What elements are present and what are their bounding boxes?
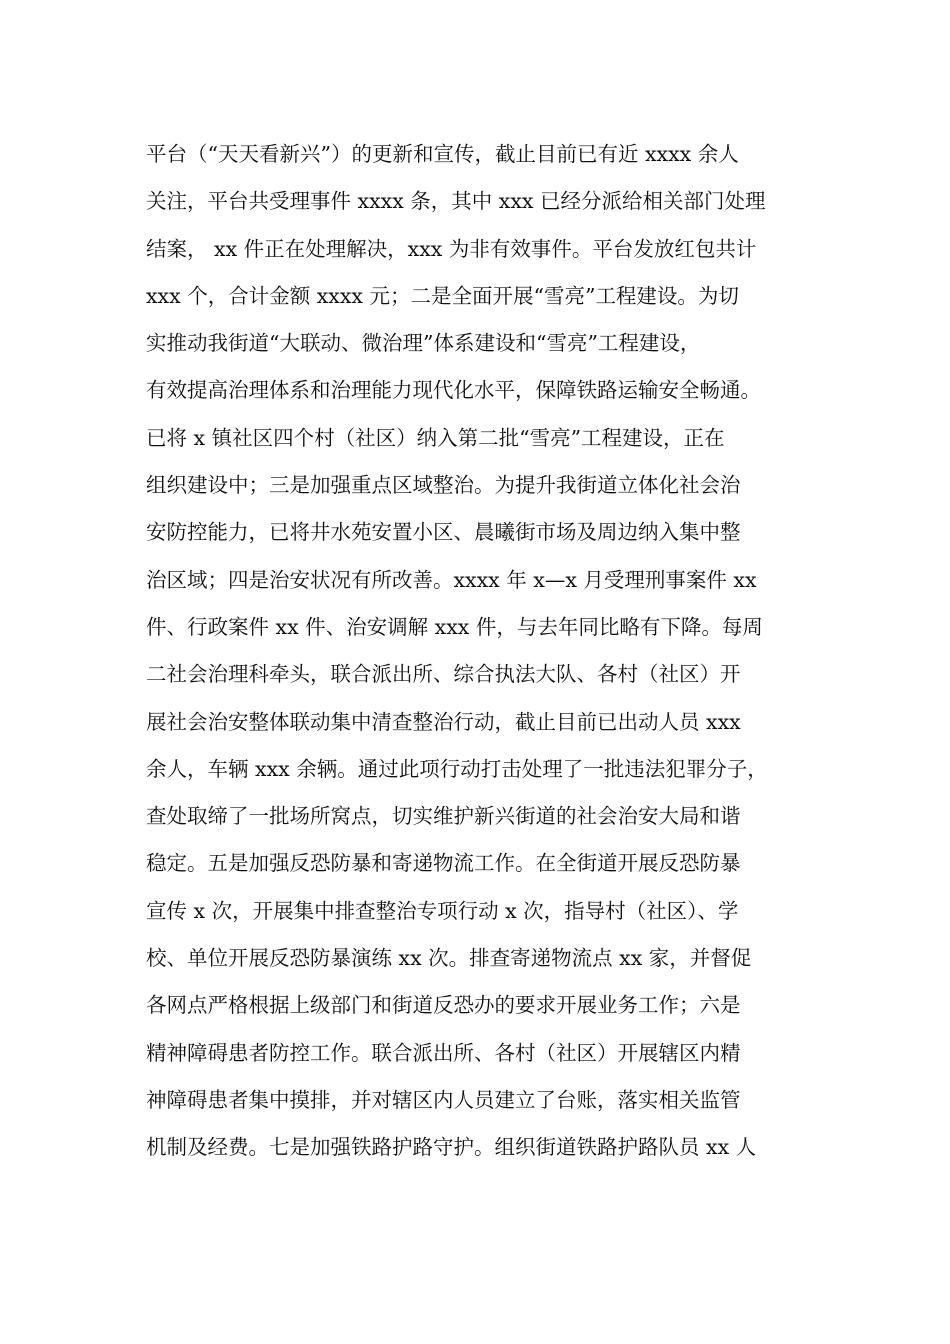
text-line: 平台（“天天看新兴”）的更新和宣传，截止目前已有近 xxxx 余人 xyxy=(146,142,739,166)
text-line: 神障碍患者集中摸排，并对辖区内人员建立了台账，落实相关监管 xyxy=(146,1087,741,1112)
text-line: 已将 x 镇社区四个村（社区）纳入第二批“雪亮”工程建设，正在 xyxy=(146,425,725,450)
text-line: 稳定。五是加强反恐防暴和寄递物流工作。在全街道开展反恐防暴 xyxy=(146,851,741,876)
text-line: 安防控能力，已将井水苑安置小区、晨曦街市场及周边纳入集中整 xyxy=(146,520,741,545)
text-line: 结案， xx 件正在处理解决，xxx 为非有效事件。平台发放红包共计 xyxy=(146,236,757,261)
text-line: 各网点严格根据上级部门和街道反恐办的要求开展业务工作；六是 xyxy=(146,993,741,1018)
text-line: 宣传 x 次，开展集中排查整治专项行动 x 次，指导村（社区）、学 xyxy=(146,898,739,923)
text-line: xxx 个，合计金额 xxxx 元；二是全面开展“雪亮”工程建设。为切 xyxy=(146,283,739,308)
text-line: 余人，车辆 xxx 余辆。通过此项行动打击处理了一批违法犯罪分子， xyxy=(146,756,768,781)
text-line: 有效提高治理体系和治理能力现代化水平，保障铁路运输安全畅通。 xyxy=(146,378,761,403)
text-line: 治区域；四是治安状况有所改善。xxxx 年 x—x 月受理刑事案件 xx xyxy=(146,567,757,592)
text-line: 展社会治安整体联动集中清查整治行动，截止目前已出动人员 xxx xyxy=(146,709,741,734)
text-line: 件、行政案件 xx 件、治安调解 xxx 件，与去年同比略有下降。每周 xyxy=(146,614,763,639)
text-line: 校、单位开展反恐防暴演练 xx 次。排查寄递物流点 xx 家，并督促 xyxy=(146,946,752,971)
text-line: 组织建设中；三是加强重点区域整治。为提升我街道立体化社会治 xyxy=(146,473,741,498)
text-line: 查处取缔了一批场所窝点，切实维护新兴街道的社会治安大局和谐 xyxy=(146,804,741,829)
text-line: 机制及经费。七是加强铁路护路守护。组织街道铁路护路队员 xx 人 xyxy=(146,1135,757,1160)
text-line: 精神障碍患者防控工作。联合派出所、各村（社区）开展辖区内精 xyxy=(146,1040,741,1065)
text-line: 实推动我街道“大联动、微治理”体系建设和“雪亮”工程建设， xyxy=(146,331,701,356)
body-text xyxy=(146,131,846,1172)
text-line: 二社会治理科牵头，联合派出所、综合执法大队、各村（社区）开 xyxy=(146,662,741,687)
text-line: 关注，平台共受理事件 xxxx 条，其中 xxx 已经分派给相关部门处理 xyxy=(146,189,766,214)
